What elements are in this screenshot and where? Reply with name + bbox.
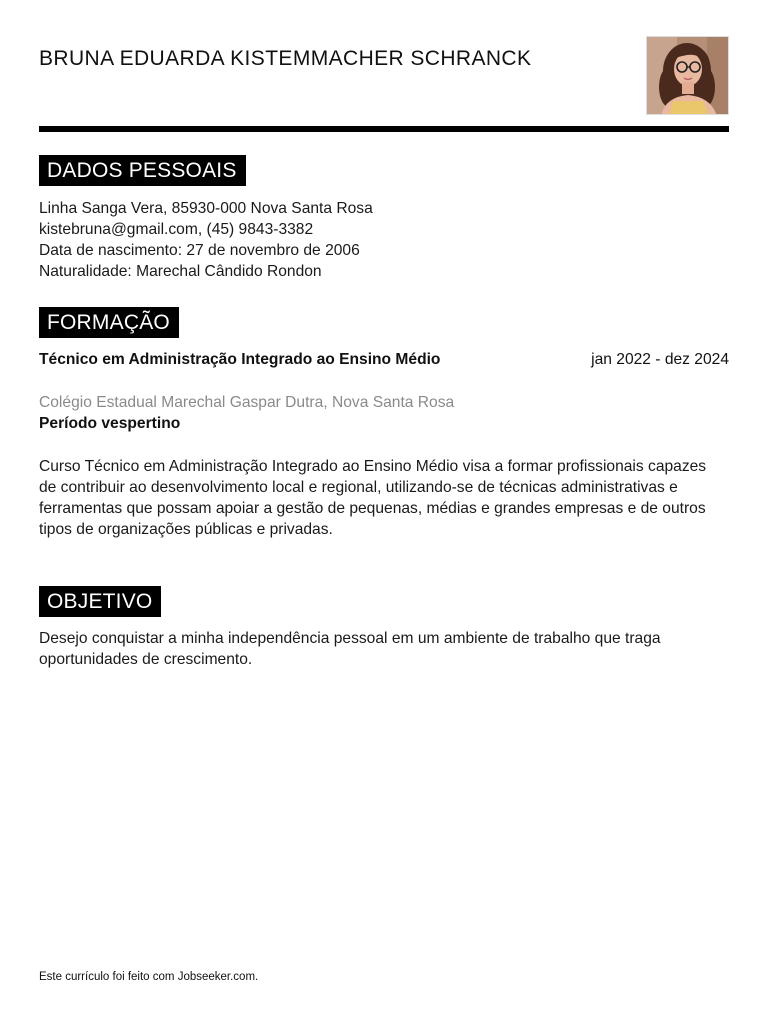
candidate-name: BRUNA EDUARDA KISTEMMACHER SCHRANCK [39,47,532,70]
section-title-personal: DADOS PESSOAIS [39,155,246,186]
education-course: Técnico em Administração Integrado ao Ensino Médio [39,351,441,368]
contact-info: kistebruna@gmail.com, (45) 9843-3382 [39,221,314,238]
section-title-objective: OBJETIVO [39,586,161,617]
profile-photo [646,36,729,115]
education-description: Curso Técnico em Administração Integrado ao Ensino Médio visa a formar profissionais capazes de contribuir ao desenvolvimento local e regional, utilizando-se de técnicas administrativas e ferramentas que possam apoiar a gestão de pequenas, médias e grandes empresas e de outros tipos de organizações públicas e privadas. [39,458,707,538]
header-divider [39,126,729,132]
education-school: Colégio Estadual Marechal Gaspar Dutra, Nova Santa Rosa [39,394,455,411]
education-dates: jan 2022 - dez 2024 [591,351,729,368]
objective-text: Desejo conquistar a minha independência pessoal em um ambiente de trabalho que traga oportunidades de crescimento. [39,630,661,668]
birthplace: Naturalidade: Marechal Cândido Rondon [39,263,322,280]
section-title-education: FORMAÇÃO [39,307,179,338]
personal-info [39,198,729,282]
address: Linha Sanga Vera, 85930-000 Nova Santa Rosa [39,200,373,217]
profile-photo-image [647,37,729,115]
birth-date: Data de nascimento: 27 de novembro de 2006 [39,242,360,259]
education-period: Período vespertino [39,415,181,432]
footer-note: Este currículo foi feito com Jobseeker.com. [39,971,259,983]
